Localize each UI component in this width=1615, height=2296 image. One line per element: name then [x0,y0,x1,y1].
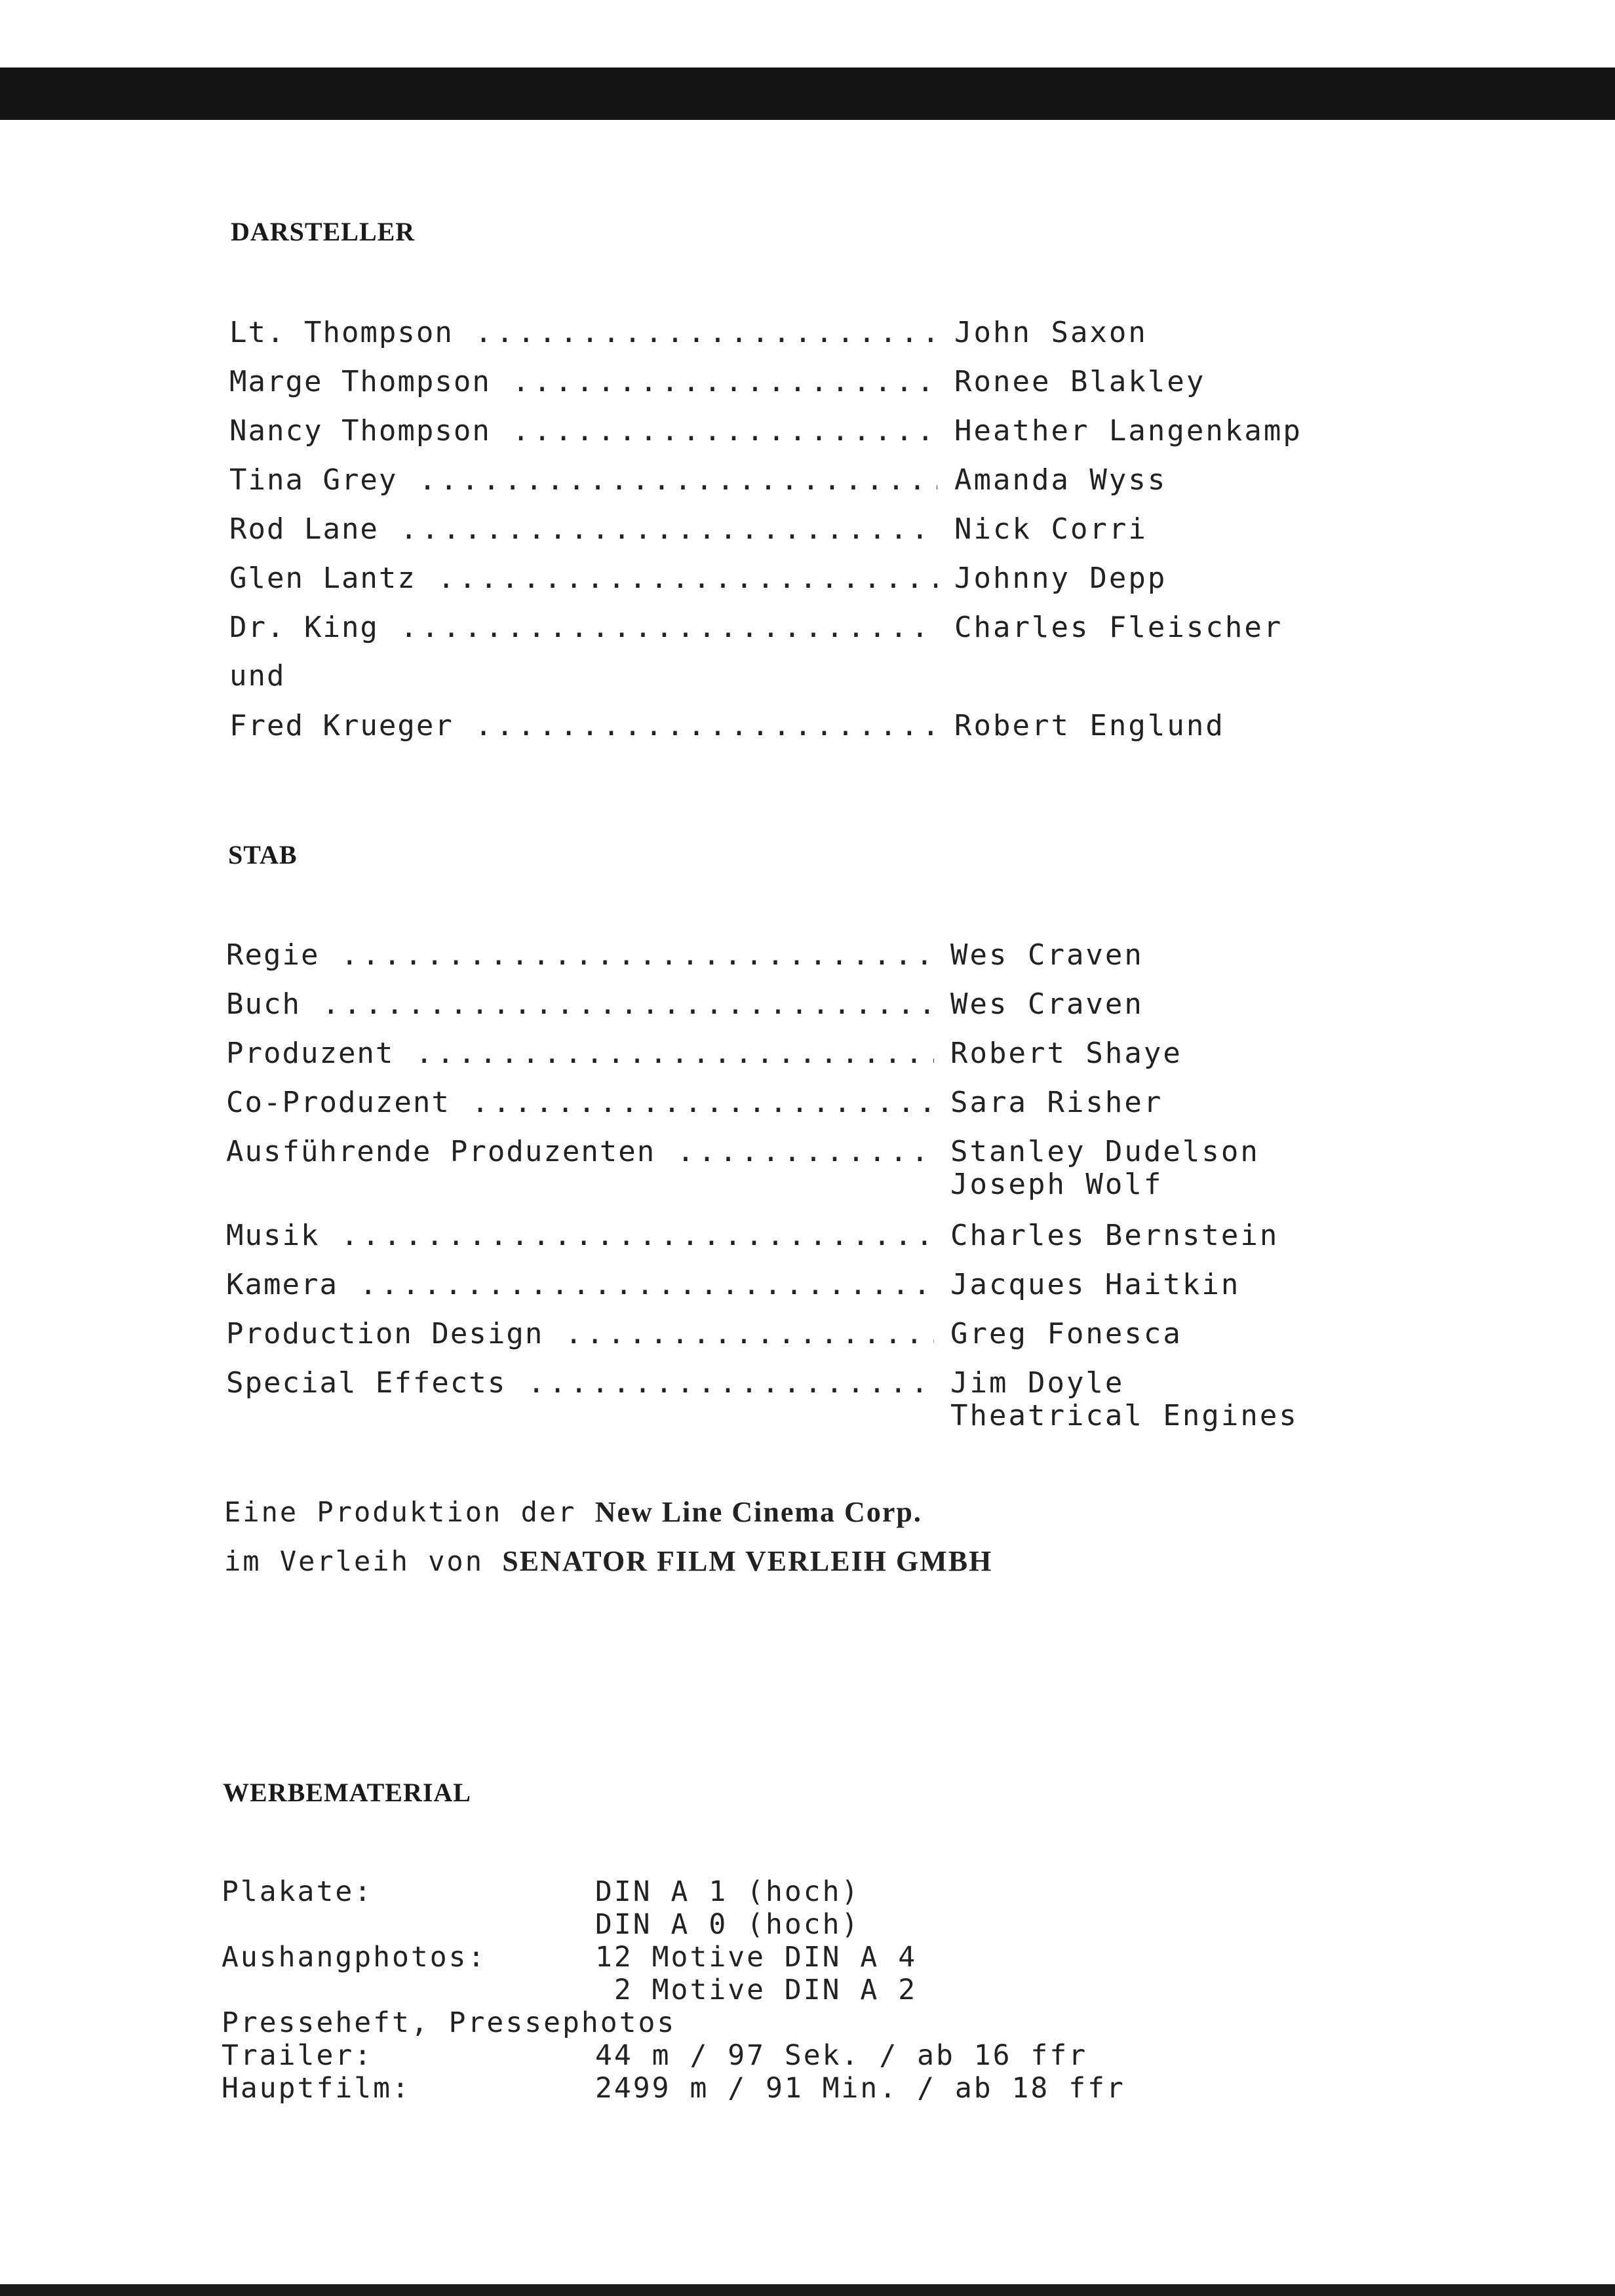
crew-row [0,1132,1615,1211]
production-text: Eine Produktion der [224,1496,595,1528]
top-border-bar [0,67,1615,120]
cast-row [0,559,1615,609]
cast-actor: Johnny Depp [954,562,1167,595]
crew-role: Ausführende Produzenten ..... [226,1132,934,1172]
distribution-line [224,1544,992,1578]
crew-role: Produzent ..... [226,1034,934,1073]
cast-role: Marge Thompson ..... [229,362,937,402]
promo-value: DIN A 1 (hoch) [595,1875,861,1908]
promo-label: Plakate: [222,1875,374,1908]
crew-row [0,985,1615,1035]
cast-row [0,608,1615,658]
crew-role: Kamera ..... [226,1265,934,1305]
crew-member-second: Joseph Wolf [950,1168,1163,1201]
crew-member: Sara Risher [950,1086,1163,1119]
distribution-text: im Verleih von [224,1545,503,1577]
cast-role: Lt. Thompson ..... [229,313,937,353]
cast-row [0,657,1615,706]
distribution-company: SENATOR FILM VERLEIH GMBH [502,1545,993,1577]
crew-member-second: Theatrical Engines [950,1399,1298,1432]
crew-member: Jacques Haitkin [950,1268,1241,1301]
bottom-border-bar [0,2284,1615,2296]
cast-actor: Amanda Wyss [954,463,1167,497]
production-line [224,1495,922,1529]
cast-role: Rod Lane ..... [229,510,937,549]
cast-actor: Nick Corri [954,512,1148,546]
cast-conjunction: und [229,659,286,693]
crew-row [0,1265,1615,1315]
crew-member: Wes Craven [950,938,1144,972]
cast-actor: Robert Englund [954,709,1225,742]
crew-role: Special Effects ..... [226,1364,934,1403]
crew-role: Musik ..... [226,1216,934,1255]
promo-label: Hauptfilm: [222,2072,411,2105]
crew-heading: STAB [228,840,298,870]
crew-row [0,1314,1615,1364]
crew-member: Robert Shaye [950,1037,1182,1070]
crew-member: Charles Bernstein [950,1219,1279,1252]
crew-row [0,1083,1615,1133]
cast-role: Glen Lantz ..... [229,559,937,598]
crew-role: Buch ..... [226,985,934,1024]
crew-role: Regie ..... [226,936,934,975]
cast-row [0,706,1615,756]
cast-row [0,510,1615,560]
cast-row [0,461,1615,510]
promo-value: 44 m / 97 Sek. / ab 16 ffr [595,2039,1088,2072]
promo-value: DIN A 0 (hoch) [595,1908,861,1941]
crew-role: Production Design ..... [226,1314,934,1354]
cast-role: Fred Krueger ..... [229,706,937,746]
cast-actor: Heather Langenkamp [954,414,1302,448]
cast-row [0,313,1615,363]
promo-heading: WERBEMATERIAL [223,1778,471,1807]
crew-row [0,1034,1615,1084]
cast-role: Nancy Thompson ..... [229,411,937,451]
crew-member: Jim Doyle [950,1366,1125,1400]
promo-value: 2499 m / 91 Min. / ab 18 ffr [595,2072,1125,2105]
cast-row [0,411,1615,461]
crew-row [0,1216,1615,1266]
promo-value: 2 Motive DIN A 2 [595,1974,918,2006]
cast-actor: John Saxon [954,316,1148,349]
promo-label: Presseheft, Pressephotos [222,2006,676,2039]
crew-member: Greg Fonesca [950,1317,1182,1350]
promo-value: 12 Motive DIN A 4 [595,1941,918,1974]
crew-row [0,1364,1615,1442]
cast-role: Tina Grey ..... [229,461,937,500]
cast-row [0,362,1615,412]
cast-actor: Ronee Blakley [954,365,1206,398]
crew-member: Wes Craven [950,987,1144,1021]
promo-label: Trailer: [222,2039,374,2072]
crew-row [0,936,1615,985]
crew-role: Co-Produzent ..... [226,1083,934,1122]
production-company: New Line Cinema Corp. [594,1496,922,1528]
crew-member: Stanley Dudelson [950,1135,1260,1168]
cast-role: Dr. King ..... [229,608,937,647]
cast-actor: Charles Fleischer [954,611,1283,644]
promo-label: Aushangphotos: [222,1941,487,1974]
cast-heading: DARSTELLER [231,217,416,246]
